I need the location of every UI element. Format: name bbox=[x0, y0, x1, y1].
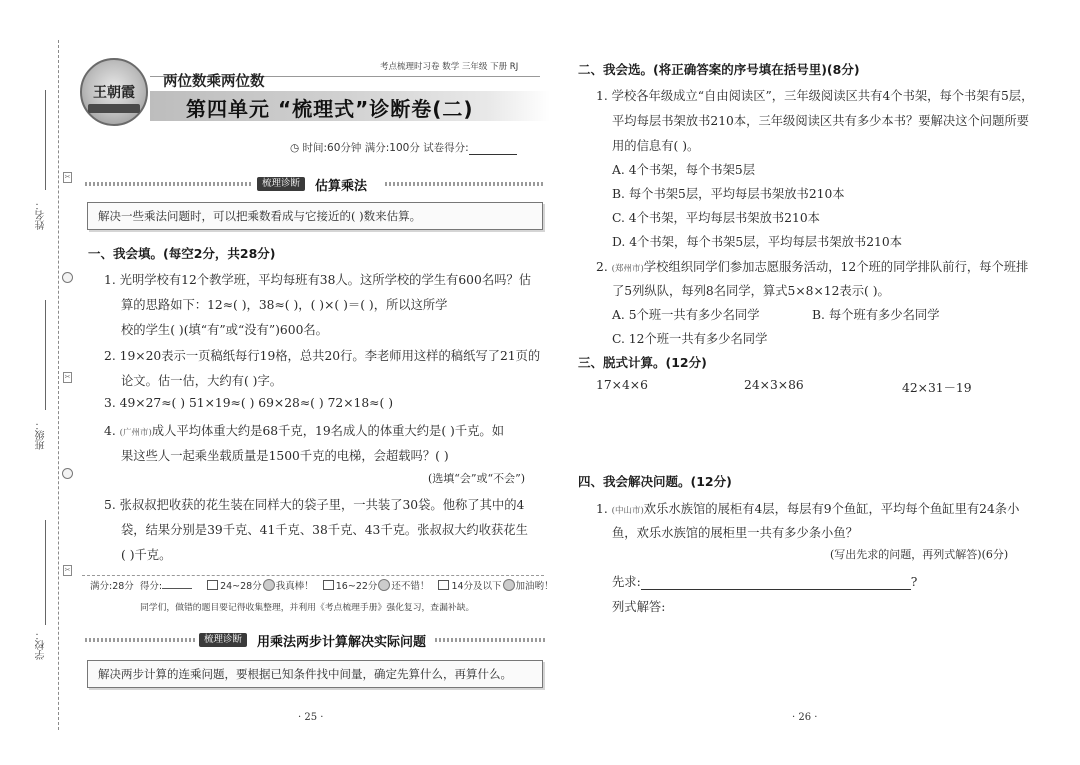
score-divider bbox=[82, 575, 544, 577]
score-checkbox-1[interactable] bbox=[207, 580, 218, 590]
score-got-label: 得分: bbox=[139, 581, 163, 592]
p4q1-text: 欢乐水族馆的展柜有4层，每层有9个鱼缸，平均每个鱼缸里有24条小 bbox=[643, 502, 1020, 516]
dotted-rule bbox=[85, 638, 195, 642]
tip-box: 解决一些乘法问题时，可以把乘数看成与它接近的( )数来估算。 bbox=[87, 202, 543, 230]
q4-line1 bbox=[104, 421, 504, 439]
p4q1-number: 1. bbox=[596, 502, 612, 516]
page-number-right: · 26 · bbox=[792, 712, 818, 723]
smile-icon bbox=[263, 579, 275, 591]
q5-line2: 袋，结果分别是39千克、41千克、38千克、43千克。张叔叔大约收获花生 bbox=[121, 523, 528, 537]
calc-3: 42×31－19 bbox=[902, 381, 972, 395]
p2q1-line2: 平均每层书架放书210本，三年级阅读区共有多少本书？要解决这个问题所要 bbox=[612, 114, 1029, 128]
cut-mark: ✂ bbox=[64, 373, 71, 381]
smile-icon bbox=[378, 579, 390, 591]
q2-line2: 论文。估一估，大约有( )字。 bbox=[121, 374, 283, 388]
self-score-row bbox=[90, 578, 554, 592]
logo-text: 王朝霞 bbox=[93, 85, 135, 101]
logo-ribbon bbox=[88, 104, 140, 113]
question-mark: ? bbox=[910, 575, 918, 589]
p4q1-line2: 鱼，欢乐水族馆的展柜里一共有多少条小鱼？ bbox=[612, 526, 858, 540]
tip-box: 解决两步计算的连乘问题，要根据已知条件找中间量，确定先算什么，再算什么。 bbox=[87, 660, 543, 688]
cheer-icon bbox=[503, 579, 515, 591]
school-blank[interactable] bbox=[45, 520, 46, 625]
q1-line2: 算的思路如下：12≈( )，38≈( )，( )×( )＝( )，所以这所学 bbox=[121, 298, 448, 312]
series-meta: 考点梳理时习卷 数学 三年级 下册 RJ bbox=[380, 62, 519, 72]
page-number-left: · 25 · bbox=[298, 712, 324, 723]
brand-logo bbox=[80, 58, 148, 126]
p4q1-line1 bbox=[596, 499, 1019, 517]
class-blank[interactable] bbox=[45, 300, 46, 410]
first-find-label: 先求: bbox=[612, 575, 641, 589]
score-opt1: 24~28分 bbox=[220, 581, 262, 592]
binding-hole bbox=[62, 468, 73, 479]
page-title: 第四单元 “梳理式”诊断卷(二) bbox=[186, 97, 474, 121]
calc-1: 17×4×6 bbox=[596, 378, 648, 392]
p2q1-option-c[interactable]: C. 4个书架，平均每层书架放书210本 bbox=[612, 211, 820, 225]
dotted-rule bbox=[435, 638, 545, 642]
part2-heading: 二、我会选。(将正确答案的序号填在括号里)(8分) bbox=[578, 62, 860, 77]
q5-line3: ( )千克。 bbox=[121, 548, 172, 562]
score-opt1-text: 我真棒！ bbox=[275, 581, 314, 592]
q1-line3: 校的学生( )(填“有”或“没有”)600名。 bbox=[121, 323, 328, 337]
p2q1-option-a[interactable]: A. 4个书架，每个书架5层 bbox=[612, 163, 756, 177]
section-tag: 梳理诊断 bbox=[257, 177, 305, 191]
first-find-blank[interactable] bbox=[641, 577, 911, 590]
dotted-rule bbox=[85, 182, 253, 186]
p2q1-option-b[interactable]: B. 每个书架5层，平均每层书架放书210本 bbox=[612, 187, 845, 201]
part1-heading: 一、我会填。(每空2分，共28分) bbox=[88, 246, 276, 261]
school-label: 学校： bbox=[36, 630, 47, 660]
p2q2-option-b[interactable]: B. 每个班有多少名同学 bbox=[812, 308, 940, 322]
p2q1-option-d[interactable]: D. 4个书架，每个书架5层，平均每层书架放书210本 bbox=[612, 235, 902, 249]
q3-line: 3. 49×27≈( ) 51×19≈( ) 69×28≈( ) 72×18≈( ) bbox=[104, 396, 393, 410]
cut-mark: ✂ bbox=[64, 173, 71, 181]
section-tag: 梳理诊断 bbox=[199, 633, 247, 647]
exam-info-text: 时间:60分钟 满分:100分 试卷得分: bbox=[302, 142, 469, 154]
score-checkbox-2[interactable] bbox=[323, 580, 334, 590]
section-title: 估算乘法 bbox=[315, 179, 368, 194]
score-opt3: 14分及以下 bbox=[451, 581, 502, 592]
part3-heading: 三、脱式计算。(12分) bbox=[578, 355, 707, 370]
p2q2-option-a[interactable]: A. 5个班一共有多少名同学 bbox=[612, 308, 760, 322]
p2q2-option-c[interactable]: C. 12个班一共有多少名同学 bbox=[612, 332, 768, 346]
chapter-title: 两位数乘两位数 bbox=[163, 74, 265, 90]
p2q2-text: 学校组织同学们参加志愿服务活动，12个班的同学排队前行，每个班排 bbox=[643, 260, 1029, 274]
p4q1-note: (写出先求的问题，再列式解答)(6分) bbox=[830, 548, 1009, 561]
name-label: 姓名： bbox=[36, 200, 47, 230]
q4-text: 成人平均体重大约是68千克，19名成人的体重大约是( )千克。如 bbox=[151, 424, 505, 438]
p4q1-city: (中山市) bbox=[611, 506, 644, 516]
q4-note: (选填“会”或“不会”) bbox=[428, 472, 526, 485]
q4-line2: 果这些人一起乘坐载质量是1500千克的电梯，会超载吗？( ) bbox=[121, 449, 449, 463]
solve-label: 列式解答: bbox=[612, 600, 666, 614]
score-blank[interactable] bbox=[162, 579, 192, 589]
section-title: 用乘法两步计算解决实际问题 bbox=[257, 635, 427, 650]
p2q1-line3: 用的信息有( )。 bbox=[612, 139, 700, 153]
exam-info bbox=[290, 140, 517, 155]
p2q2-line1 bbox=[596, 257, 1028, 275]
p2q1-line1: 1. 学校各年级成立“自由阅读区”，三年级阅读区共有4个书架，每个书架有5层， bbox=[596, 89, 1034, 103]
p2q2-number: 2. bbox=[596, 260, 612, 274]
dotted-rule bbox=[385, 182, 545, 186]
part4-heading: 四、我会解决问题。(12分) bbox=[578, 474, 732, 489]
section-header-estimate bbox=[85, 178, 545, 194]
calc-2: 24×3×86 bbox=[744, 378, 804, 392]
name-blank[interactable] bbox=[45, 90, 46, 190]
q2-line1: 2. 19×20表示一页稿纸每行19格，总共20行。李老师用这样的稿纸写了21页的 bbox=[104, 349, 541, 363]
p2q2-city: (郑州市) bbox=[611, 264, 644, 274]
score-checkbox-3[interactable] bbox=[438, 580, 449, 590]
binding-hole bbox=[62, 272, 73, 283]
q5-line1: 5. 张叔叔把收获的花生装在同样大的袋子里，一共装了30袋。他称了其中的4 bbox=[104, 498, 525, 512]
first-find-row bbox=[612, 572, 917, 590]
q1-line1: 1. 光明学校有12个教学班，平均每班有38人。这所学校的学生有600名吗？估 bbox=[104, 273, 532, 287]
total-score-blank[interactable] bbox=[469, 144, 517, 155]
p2q2-line2: 了5列纵队，每列8名同学，算式5×8×12表示( )。 bbox=[612, 284, 890, 298]
section-header-two-step bbox=[85, 634, 545, 650]
binding-line bbox=[58, 40, 60, 730]
cut-mark: ✂ bbox=[64, 566, 71, 574]
q4-number: 4. bbox=[104, 424, 120, 438]
q4-city: (广州市) bbox=[119, 428, 152, 438]
class-label: 班级： bbox=[36, 420, 47, 450]
score-opt2-text: 还不错！ bbox=[391, 581, 430, 592]
clock-icon: ◷ bbox=[290, 142, 300, 154]
score-opt3-text: 加油哟！ bbox=[515, 581, 554, 592]
score-opt2: 16~22分 bbox=[335, 581, 378, 592]
review-note: 同学们，做错的题目要记得收集整理，并利用《考点梳理手册》强化复习，查漏补缺。 bbox=[140, 603, 475, 613]
score-full: 满分:28分 bbox=[90, 581, 134, 592]
